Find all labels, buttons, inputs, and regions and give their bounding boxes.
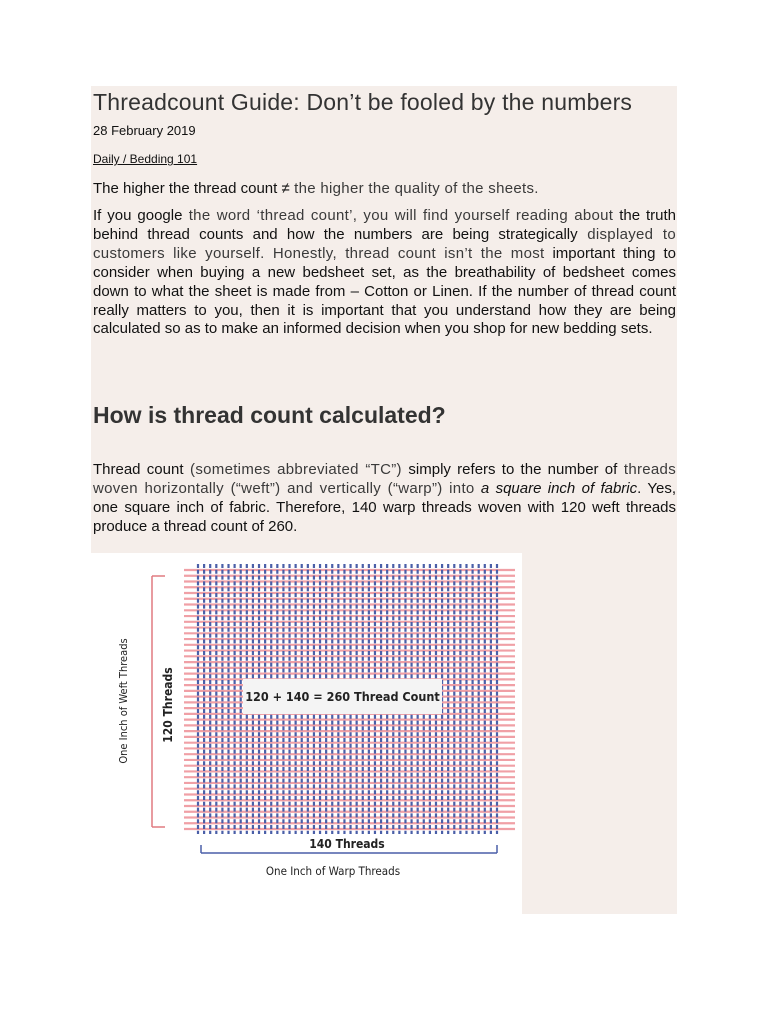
para2-part-b: (sometimes abbreviated “TC”) [183, 461, 409, 478]
thread-count-diagram [91, 553, 522, 914]
intro-paragraph [93, 207, 676, 339]
lead-prefix: The higher the thread count ≠ [93, 180, 290, 197]
section-heading: How is thread count calculated? [93, 402, 446, 428]
para1-part-b: the word ‘thread count’, you will find yourself reading about [182, 207, 614, 224]
article-date: 28 February 2019 [93, 123, 196, 138]
category-link[interactable]: Daily / Bedding 101 [93, 152, 198, 166]
lead-sentence [93, 179, 677, 198]
weft-inner-label: 120 Threads [161, 667, 175, 743]
para1-part-e: important thing to consider when buying a new bedsheet set, as the breathability of bedsheet comes down to what the sheet is made from – Cotton or Linen. If the number of thread count really matters to you, then it is important that you understand how they are being calculated so as to make an informed decision when you shop for new bedding sets. [93, 244, 676, 338]
para1-part-a: If you google [93, 207, 183, 224]
para2-part-a: Thread count [93, 461, 184, 478]
para2-part-f: . Yes, one square inch of fabric. Therefore, 140 warp threads woven with 120 weft threads produce a thread count of 260. [93, 479, 677, 535]
diagram-svg [91, 553, 522, 914]
para2-part-c: simply refers to the number of [408, 461, 618, 478]
warp-inner-label: 140 Threads [309, 837, 385, 851]
center-label: 120 + 140 = 260 Thread Count [245, 689, 440, 704]
para2-part-e: a square inch of fabric [474, 479, 638, 497]
lead-rest: the higher the quality of the sheets. [289, 180, 539, 197]
article-title: Threadcount Guide: Don’t be fooled by the numbers [93, 89, 633, 115]
para2-part-d: threads woven horizontally (“weft”) and vertically (“warp”) into [93, 461, 676, 497]
para1-part-c: the truth behind thread counts and how the numbers are being strategically [93, 207, 677, 243]
warp-outer-label: One Inch of Warp Threads [265, 864, 401, 878]
para1-part-d: displayed to customers like yourself. Honestly, thread count isn’t the most [93, 225, 676, 262]
thread-count-paragraph [93, 461, 676, 537]
weft-outer-label: One Inch of Weft Threads [117, 638, 130, 764]
